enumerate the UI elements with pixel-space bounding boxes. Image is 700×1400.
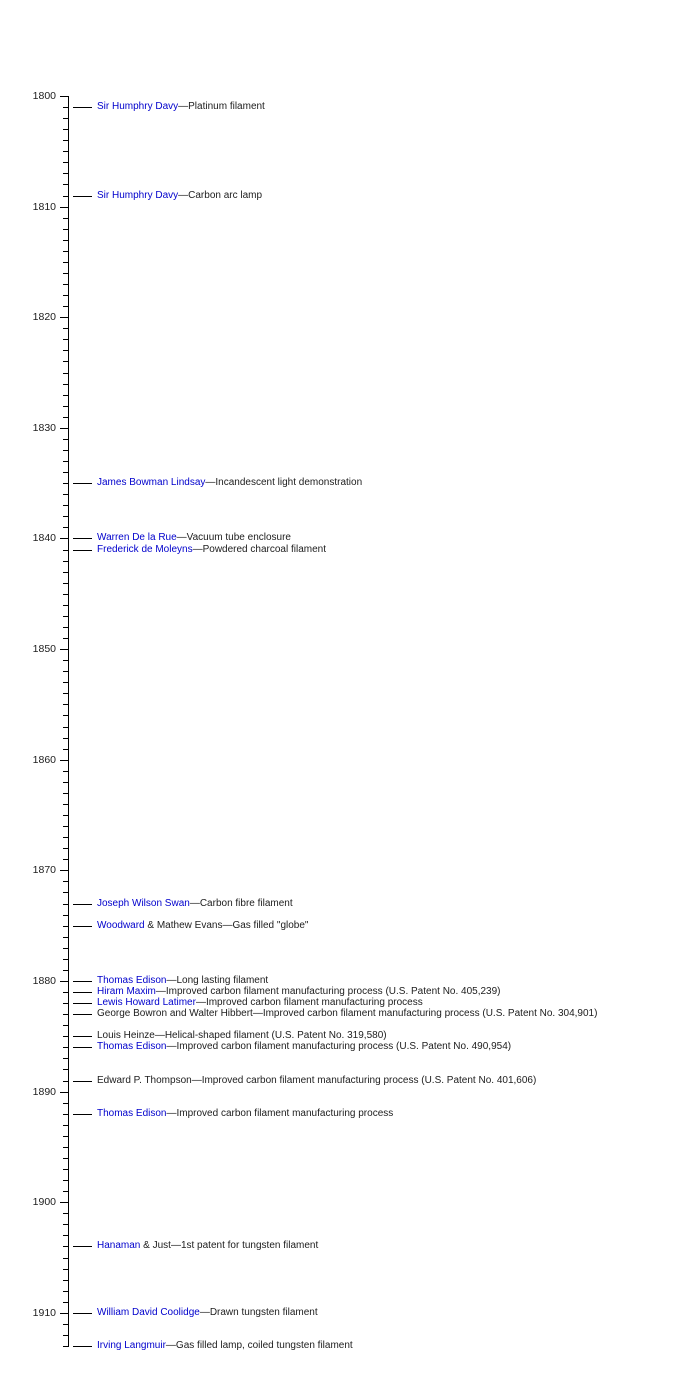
event-description: —Drawn tungsten filament xyxy=(199,1307,318,1318)
minor-tick xyxy=(63,1047,68,1048)
event-person-name: George Bowron and Walter Hibbert xyxy=(97,1008,253,1019)
minor-tick xyxy=(63,1280,68,1281)
minor-tick xyxy=(63,561,68,562)
timeline-event xyxy=(97,190,262,202)
minor-tick xyxy=(63,1291,68,1292)
minor-tick xyxy=(63,196,68,197)
minor-tick xyxy=(63,384,68,385)
event-connector-line xyxy=(73,538,92,539)
event-description: —Vacuum tube enclosure xyxy=(176,532,291,543)
event-description: —Improved carbon filament manufacturing process (U.S. Patent No. 490,954) xyxy=(166,1041,512,1052)
minor-tick xyxy=(63,1014,68,1015)
year-label: 1910 xyxy=(32,1307,56,1319)
minor-tick xyxy=(63,262,68,263)
minor-tick xyxy=(63,1191,68,1192)
minor-tick xyxy=(63,417,68,418)
event-person-name: & Just xyxy=(140,1240,171,1251)
major-tick xyxy=(60,207,68,208)
minor-tick xyxy=(63,1235,68,1236)
minor-tick xyxy=(63,450,68,451)
year-label: 1880 xyxy=(32,975,56,987)
event-description: —Helical-shaped filament (U.S. Patent No. 319,580) xyxy=(154,1030,387,1041)
minor-tick xyxy=(63,273,68,274)
event-person-link[interactable]: Lewis Howard Latimer xyxy=(97,997,196,1008)
event-connector-line xyxy=(73,992,92,993)
minor-tick xyxy=(63,848,68,849)
year-label: 1830 xyxy=(32,422,56,434)
event-person-link[interactable]: Frederick de Moleyns xyxy=(97,544,193,555)
minor-tick xyxy=(63,1125,68,1126)
event-connector-line xyxy=(73,904,92,905)
minor-tick xyxy=(63,1003,68,1004)
timeline-event xyxy=(97,1008,597,1020)
event-person-link[interactable]: Warren De la Rue xyxy=(97,532,177,543)
event-description: —Platinum filament xyxy=(178,101,265,112)
event-description: —Improved carbon filament manufacturing process (U.S. Patent No. 405,239) xyxy=(155,986,501,997)
minor-tick xyxy=(63,572,68,573)
minor-tick xyxy=(63,516,68,517)
minor-tick xyxy=(63,1036,68,1037)
minor-tick xyxy=(63,948,68,949)
minor-tick xyxy=(63,1258,68,1259)
minor-tick xyxy=(63,229,68,230)
event-connector-line xyxy=(73,196,92,197)
minor-tick xyxy=(63,218,68,219)
timeline-event xyxy=(97,898,293,910)
event-connector-line xyxy=(73,1313,92,1314)
event-description: —Incandescent light demonstration xyxy=(205,477,363,488)
major-tick xyxy=(60,981,68,982)
timeline-event xyxy=(97,1340,353,1352)
year-label: 1800 xyxy=(32,90,56,102)
year-label: 1850 xyxy=(32,643,56,655)
event-connector-line xyxy=(73,1346,92,1347)
event-person-name: Louis Heinze xyxy=(97,1030,155,1041)
minor-tick xyxy=(63,859,68,860)
event-person-link[interactable]: Irving Langmuir xyxy=(97,1340,166,1351)
minor-tick xyxy=(63,660,68,661)
event-person-link[interactable]: Woodward xyxy=(97,920,145,931)
minor-tick xyxy=(63,395,68,396)
event-connector-line xyxy=(73,1047,92,1048)
event-description: —Gas filled "globe" xyxy=(222,920,309,931)
event-description: —Improved carbon filament manufacturing process xyxy=(166,1108,394,1119)
minor-tick xyxy=(63,671,68,672)
minor-tick xyxy=(63,616,68,617)
minor-tick xyxy=(63,129,68,130)
event-person-link[interactable]: Thomas Edison xyxy=(97,1041,167,1052)
minor-tick xyxy=(63,295,68,296)
minor-tick xyxy=(63,184,68,185)
minor-tick xyxy=(63,837,68,838)
minor-tick xyxy=(63,594,68,595)
major-tick xyxy=(60,317,68,318)
year-label: 1890 xyxy=(32,1086,56,1098)
major-tick xyxy=(60,760,68,761)
major-tick xyxy=(60,538,68,539)
event-connector-line xyxy=(73,926,92,927)
event-description: —Powdered charcoal filament xyxy=(192,544,326,555)
minor-tick xyxy=(63,1224,68,1225)
event-description: —Gas filled lamp, coiled tungsten filament xyxy=(165,1340,353,1351)
minor-tick xyxy=(63,793,68,794)
event-connector-line xyxy=(73,1036,92,1037)
minor-tick xyxy=(63,173,68,174)
minor-tick xyxy=(63,583,68,584)
minor-tick xyxy=(63,1269,68,1270)
minor-tick xyxy=(63,992,68,993)
major-tick xyxy=(60,1313,68,1314)
minor-tick xyxy=(63,494,68,495)
event-connector-line xyxy=(73,550,92,551)
minor-tick xyxy=(63,118,68,119)
event-connector-line xyxy=(73,1114,92,1115)
minor-tick xyxy=(63,937,68,938)
event-person-link[interactable]: Hiram Maxim xyxy=(97,986,156,997)
event-connector-line xyxy=(73,107,92,108)
timeline-event xyxy=(97,544,326,556)
major-tick xyxy=(60,649,68,650)
year-label: 1900 xyxy=(32,1196,56,1208)
minor-tick xyxy=(63,306,68,307)
event-person-name: & Mathew Evans xyxy=(144,920,223,931)
event-person-link[interactable]: Thomas Edison xyxy=(97,975,167,986)
minor-tick xyxy=(63,815,68,816)
minor-tick xyxy=(63,727,68,728)
minor-tick xyxy=(63,1246,68,1247)
minor-tick xyxy=(63,439,68,440)
major-tick xyxy=(60,428,68,429)
minor-tick xyxy=(63,881,68,882)
event-connector-line xyxy=(73,1081,92,1082)
event-person-link[interactable]: Thomas Edison xyxy=(97,1108,167,1119)
major-tick xyxy=(60,96,68,97)
event-description: —Carbon arc lamp xyxy=(178,190,263,201)
minor-tick xyxy=(63,151,68,152)
event-description: —Long lasting filament xyxy=(166,975,269,986)
event-connector-line xyxy=(73,1003,92,1004)
minor-tick xyxy=(63,140,68,141)
timeline-event xyxy=(97,920,308,932)
event-person-link[interactable]: Sir Humphry Davy xyxy=(97,190,179,201)
event-description: —Improved carbon filament manufacturing process (U.S. Patent No. 401,606) xyxy=(191,1075,537,1086)
minor-tick xyxy=(63,162,68,163)
minor-tick xyxy=(63,1103,68,1104)
minor-tick xyxy=(63,373,68,374)
year-label: 1820 xyxy=(32,311,56,323)
event-person-link[interactable]: William David Coolidge xyxy=(97,1307,200,1318)
event-connector-line xyxy=(73,1014,92,1015)
minor-tick xyxy=(63,1180,68,1181)
event-description: —Improved carbon filament manufacturing process xyxy=(195,997,423,1008)
timeline-event xyxy=(97,1075,536,1087)
minor-tick xyxy=(63,472,68,473)
minor-tick xyxy=(63,240,68,241)
timeline-event xyxy=(97,1307,318,1319)
minor-tick xyxy=(63,461,68,462)
minor-tick xyxy=(63,892,68,893)
minor-tick xyxy=(63,782,68,783)
minor-tick xyxy=(63,959,68,960)
event-connector-line xyxy=(73,483,92,484)
timeline-event xyxy=(97,1041,511,1053)
event-person-link[interactable]: James Bowman Lindsay xyxy=(97,477,206,488)
minor-tick xyxy=(63,1335,68,1336)
minor-tick xyxy=(63,328,68,329)
minor-tick xyxy=(63,704,68,705)
major-tick xyxy=(60,1202,68,1203)
minor-tick xyxy=(63,749,68,750)
event-description: —Carbon fibre filament xyxy=(189,898,293,909)
minor-tick xyxy=(63,1324,68,1325)
minor-tick xyxy=(63,251,68,252)
year-label: 1810 xyxy=(32,201,56,213)
event-connector-line xyxy=(73,1246,92,1247)
major-tick xyxy=(60,870,68,871)
timeline-event xyxy=(97,101,265,113)
minor-tick xyxy=(63,1346,68,1347)
minor-tick xyxy=(63,605,68,606)
minor-tick xyxy=(63,1114,68,1115)
minor-tick xyxy=(63,1213,68,1214)
minor-tick xyxy=(63,693,68,694)
event-person-name: Edward P. Thompson xyxy=(97,1075,192,1086)
minor-tick xyxy=(63,339,68,340)
minor-tick xyxy=(63,1136,68,1137)
minor-tick xyxy=(63,505,68,506)
minor-tick xyxy=(63,926,68,927)
minor-tick xyxy=(63,1069,68,1070)
minor-tick xyxy=(63,915,68,916)
timeline-event xyxy=(97,1240,318,1252)
minor-tick xyxy=(63,715,68,716)
year-label: 1840 xyxy=(32,532,56,544)
event-description: —Improved carbon filament manufacturing process (U.S. Patent No. 304,901) xyxy=(252,1008,598,1019)
minor-tick xyxy=(63,406,68,407)
minor-tick xyxy=(63,1158,68,1159)
year-label: 1870 xyxy=(32,864,56,876)
minor-tick xyxy=(63,1025,68,1026)
minor-tick xyxy=(63,682,68,683)
event-person-link[interactable]: Joseph Wilson Swan xyxy=(97,898,190,909)
minor-tick xyxy=(63,1302,68,1303)
timeline-event xyxy=(97,477,362,489)
event-person-link[interactable]: Hanaman xyxy=(97,1240,141,1251)
major-tick xyxy=(60,1092,68,1093)
minor-tick xyxy=(63,527,68,528)
minor-tick xyxy=(63,550,68,551)
minor-tick xyxy=(63,738,68,739)
minor-tick xyxy=(63,1058,68,1059)
minor-tick xyxy=(63,804,68,805)
minor-tick xyxy=(63,483,68,484)
minor-tick xyxy=(63,1169,68,1170)
minor-tick xyxy=(63,826,68,827)
timeline-event xyxy=(97,532,291,544)
minor-tick xyxy=(63,771,68,772)
year-label: 1860 xyxy=(32,754,56,766)
minor-tick xyxy=(63,361,68,362)
minor-tick xyxy=(63,1081,68,1082)
minor-tick xyxy=(63,627,68,628)
minor-tick xyxy=(63,1147,68,1148)
minor-tick xyxy=(63,638,68,639)
event-person-link[interactable]: Sir Humphry Davy xyxy=(97,101,179,112)
event-connector-line xyxy=(73,981,92,982)
minor-tick xyxy=(63,904,68,905)
minor-tick xyxy=(63,284,68,285)
event-description: —1st patent for tungsten filament xyxy=(170,1240,319,1251)
minor-tick xyxy=(63,107,68,108)
minor-tick xyxy=(63,970,68,971)
timeline-event xyxy=(97,1108,393,1120)
axis-spine xyxy=(68,96,69,1347)
minor-tick xyxy=(63,350,68,351)
